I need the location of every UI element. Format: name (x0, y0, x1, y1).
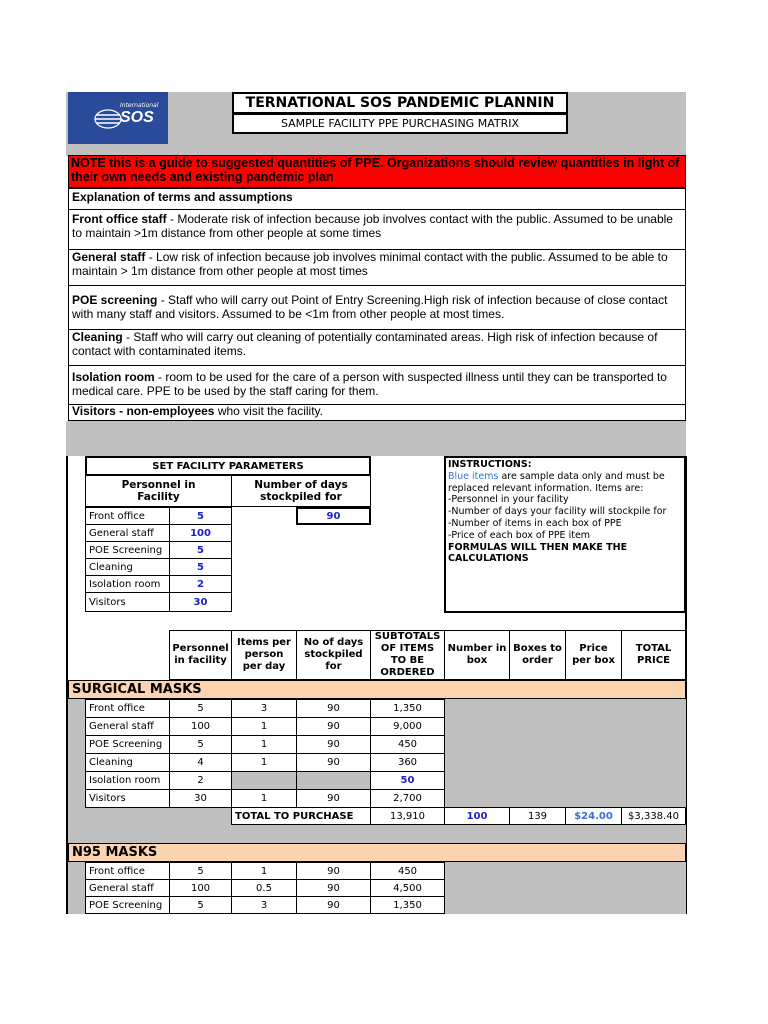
term-row (69, 249, 685, 286)
param-input[interactable]: 5 (169, 541, 232, 559)
cell-personnel: 100 (169, 717, 232, 736)
cell-items: 1 (231, 717, 297, 736)
logo-top-text: International (120, 102, 159, 109)
blue-items-label: Blue items (448, 470, 499, 482)
cell-items: 0.5 (231, 879, 297, 897)
cell-subtotal: 2,700 (370, 789, 445, 808)
params-title: SET FACILITY PARAMETERS (85, 456, 371, 476)
cell-personnel: 2 (169, 771, 232, 790)
cell-subtotal: 450 (370, 735, 445, 754)
term-row (69, 403, 685, 423)
term-label: Front office staff (72, 212, 167, 226)
cell-days: 90 (296, 717, 371, 736)
param-input[interactable]: 2 (169, 575, 232, 593)
gray-fill (68, 699, 85, 825)
gray-fill (444, 699, 686, 807)
logo-name: SOS (120, 109, 154, 126)
params-col-days: Number of days stockpiled for (231, 475, 371, 507)
col-price: Price per box (565, 630, 622, 680)
term-label: Isolation room (72, 370, 155, 384)
col-number-in-box: Number in box (444, 630, 510, 680)
term-label: General staff (72, 250, 146, 264)
cell-items: 3 (231, 699, 297, 718)
col-days: No of days stockpiled for (296, 630, 371, 680)
page-subtitle: SAMPLE FACILITY PPE PURCHASING MATRIX (232, 113, 568, 134)
cell-items: 1 (231, 789, 297, 808)
cell-personnel: 5 (169, 735, 232, 754)
param-label: General staff (85, 524, 170, 542)
cell-subtotal: 9,000 (370, 717, 445, 736)
param-label: Front office (85, 507, 170, 525)
gray-fill (85, 807, 232, 825)
cell-days: 90 (296, 753, 371, 772)
term-row (69, 369, 685, 405)
col-subtotals: SUBTOTALS OF ITEMS TO BE ORDERED (370, 630, 445, 680)
col-personnel: Personnel in facility (169, 630, 232, 680)
param-label: Isolation room (85, 575, 170, 593)
cell-personnel: 4 (169, 753, 232, 772)
instructions-box (444, 456, 686, 613)
cell-label: General staff (85, 717, 170, 736)
param-label: Cleaning (85, 558, 170, 576)
cell-days: 90 (296, 699, 371, 718)
gray-fill (68, 862, 85, 914)
cell-personnel: 30 (169, 789, 232, 808)
cell-subtotal: 360 (370, 753, 445, 772)
term-label: Visitors - non-employees (72, 404, 215, 418)
cell-personnel: 5 (169, 862, 232, 880)
cell-subtotal: 50 (370, 771, 445, 790)
cell-items: 1 (231, 735, 297, 754)
gray-fill (444, 862, 686, 914)
term-row (69, 329, 685, 366)
cell-days: 90 (296, 896, 371, 914)
cell-personnel: 5 (169, 699, 232, 718)
cell-subtotal: 450 (370, 862, 445, 880)
term-text: - Moderate risk of infection because job involves contact with the public. Assumed to be unable to maintain >1m distance from other people at some times (72, 212, 673, 240)
price-input[interactable]: $24.00 (565, 807, 622, 825)
instructions-intro (448, 471, 682, 495)
cell-label: POE Screening (85, 896, 170, 914)
boxes-to-order: 139 (509, 807, 566, 825)
term-label: POE screening (72, 293, 158, 307)
explanation-box (68, 188, 686, 421)
instructions-footer: FORMULAS WILL THEN MAKE THE CALCULATIONS (448, 541, 628, 565)
instruction-line: -Number of days your facility will stockpile for (448, 506, 667, 518)
param-input[interactable]: 100 (169, 524, 232, 542)
cell-label: POE Screening (85, 735, 170, 754)
instruction-line: -Number of items in each box of PPE (448, 517, 622, 529)
cell-items: 1 (231, 753, 297, 772)
cell-items: 1 (231, 862, 297, 880)
page-title: TERNATIONAL SOS PANDEMIC PLANNIN (232, 92, 568, 114)
days-input[interactable]: 90 (296, 507, 371, 525)
globe-icon (94, 108, 122, 130)
params-col-personnel: Personnel in Facility (85, 475, 232, 507)
note-banner (68, 155, 686, 188)
instructions-title: INSTRUCTIONS: (448, 459, 532, 470)
cell-label: Cleaning (85, 753, 170, 772)
cell-label: General staff (85, 879, 170, 897)
term-text: who visit the facility. (214, 404, 323, 418)
explanation-heading: Explanation of terms and assumptions (69, 189, 685, 210)
cell-personnel: 100 (169, 879, 232, 897)
cell-days: 90 (296, 862, 371, 880)
instruction-line: -Personnel in your facility (448, 494, 569, 506)
section-n95-masks: N95 MASKS (68, 843, 686, 862)
number-in-box-input[interactable]: 100 (444, 807, 510, 825)
param-input[interactable]: 5 (169, 558, 232, 576)
term-text: - room to be used for the care of a person with suspected illness until they can be transported to medical care. PPE to be used by the staff caring for them. (72, 370, 667, 398)
cell-subtotal: 1,350 (370, 896, 445, 914)
total-label: TOTAL TO PURCHASE (231, 807, 371, 825)
col-boxes: Boxes to order (509, 630, 566, 680)
cell-days: 90 (296, 735, 371, 754)
gray-fill (68, 825, 686, 844)
cell-items (231, 771, 297, 790)
cell-days: 90 (296, 879, 371, 897)
term-text: - Staff who will carry out Point of Entry Screening.High risk of infection because of close contact with many staff and visitors. Assumed to be <1m from other people at most times. (72, 293, 668, 321)
total-items: 13,910 (370, 807, 445, 825)
cell-label: Front office (85, 699, 170, 718)
gray-band (66, 421, 686, 456)
cell-items: 3 (231, 896, 297, 914)
term-row (69, 292, 685, 330)
param-input[interactable]: 30 (169, 592, 232, 612)
instruction-line: -Price of each box of PPE item (448, 529, 591, 541)
cell-label: Front office (85, 862, 170, 880)
cell-personnel: 5 (169, 896, 232, 914)
term-text: - Staff who will carry out cleaning of potentially contaminated areas. High risk of infection because of contact with contaminated items. (72, 330, 658, 358)
cell-subtotal: 4,500 (370, 879, 445, 897)
logo (68, 92, 168, 144)
term-row (69, 211, 685, 250)
note-text: NOTE this is a guide to suggested quantities of PPE. Organizations should review quantities in light of their own needs and existing pandemic plan (71, 156, 680, 184)
cell-label: Isolation room (85, 771, 170, 790)
param-label: POE Screening (85, 541, 170, 559)
instructions-intro-text: are sample data only and must be replaced relevant information. Items are: (448, 470, 665, 494)
cell-subtotal: 1,350 (370, 699, 445, 718)
param-input[interactable]: 5 (169, 507, 232, 525)
param-label: Visitors (85, 592, 170, 612)
term-label: Cleaning (72, 330, 123, 344)
cell-days: 90 (296, 789, 371, 808)
section-surgical-masks: SURGICAL MASKS (68, 680, 686, 699)
cell-days (296, 771, 371, 790)
total-price: $3,338.40 (621, 807, 686, 825)
col-total: TOTAL PRICE (621, 630, 686, 680)
cell-label: Visitors (85, 789, 170, 808)
col-items: Items per person per day (231, 630, 297, 680)
term-text: - Low risk of infection because job involves minimal contact with the public. Assumed to be able to maintain > 1m distance from other people at most times (72, 250, 668, 278)
